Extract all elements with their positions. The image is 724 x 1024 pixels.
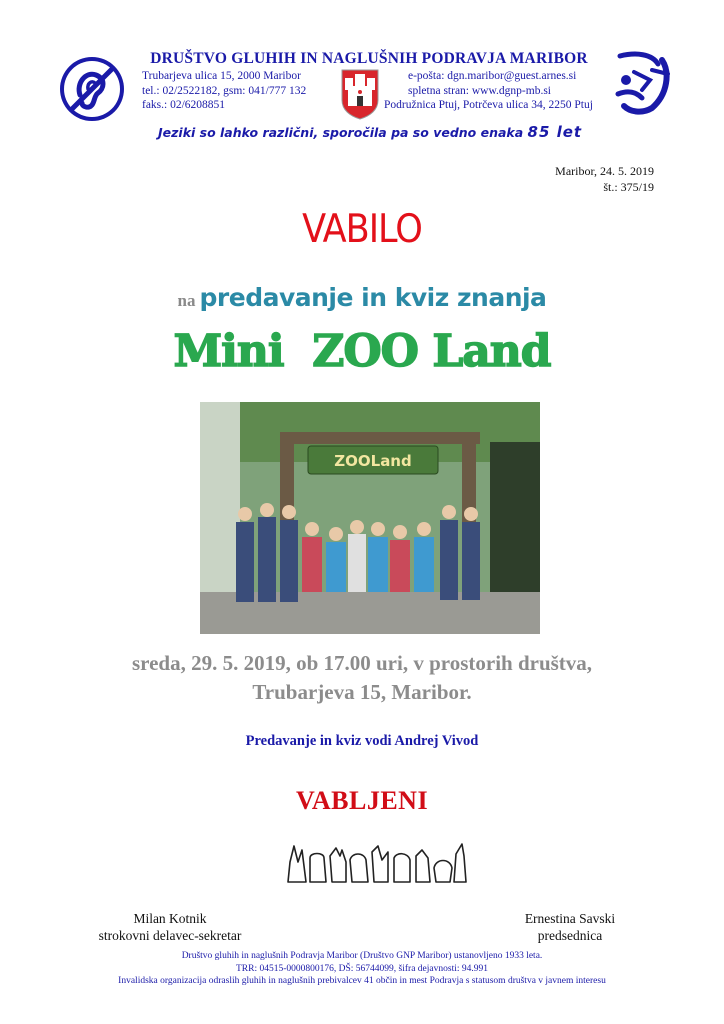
event-lead: Predavanje in kviz vodi Andrej Vivod bbox=[245, 733, 479, 749]
footer-line: Invalidska organizacija odraslih gluhih in naglušnih prebivalcev 41 občin in mest Podravja s statusom društva v javnem interesu bbox=[118, 976, 606, 986]
dgnp-logo-icon bbox=[612, 50, 672, 116]
fax-line: faks.: 02/6208851 bbox=[142, 99, 226, 111]
maribor-crest-icon bbox=[340, 68, 380, 120]
invitation-title: VABILO bbox=[302, 207, 422, 252]
event-place-line: Trubarjeva 15, Maribor. bbox=[252, 680, 472, 704]
subtitle-text: predavanje in kviz znanja bbox=[199, 283, 547, 312]
contact-block-left bbox=[142, 69, 306, 113]
website-line: spletna stran: www.dgnp-mb.si bbox=[408, 84, 551, 97]
contact-block-right bbox=[408, 69, 576, 98]
hearing-loop-logo-icon bbox=[58, 55, 126, 123]
footer-line: TRR: 04515-0000800176, DŠ: 56744099, šifra dejavnosti: 94.991 bbox=[235, 963, 488, 974]
signer-name: Ernestina Savski bbox=[524, 911, 616, 926]
invitation-subtitle bbox=[0, 283, 724, 312]
document-date: Maribor, 24. 5. 2019 bbox=[555, 164, 654, 178]
signer-role: predsednica bbox=[537, 928, 603, 943]
motto bbox=[158, 123, 618, 141]
phone-line: tel.: 02/2522182, gsm: 041/777 132 bbox=[142, 84, 307, 97]
signer-role: strokovni delavec-sekretar bbox=[98, 928, 242, 943]
event-time-line: sreda, 29. 5. 2019, ob 17.00 uri, v prostorih društva, bbox=[131, 651, 593, 675]
sign-language-hands-icon bbox=[284, 838, 468, 888]
signature-left bbox=[60, 910, 280, 944]
signer-name: Milan Kotnik bbox=[133, 911, 207, 926]
address-line: Trubarjeva ulica 15, 2000 Maribor bbox=[142, 70, 301, 82]
document-number: št.: 375/19 bbox=[603, 180, 654, 194]
photo-sign-text: ZOOLand bbox=[334, 452, 412, 470]
motto-text: Jeziki so lahko različni, sporočila pa so vedno enaka bbox=[158, 125, 528, 140]
email-line: e-pošta: dgn.maribor@guest.arnes.si bbox=[408, 70, 577, 82]
footer bbox=[0, 950, 724, 988]
branch-line: Podružnica Ptuj, Potrčeva ulica 34, 2250 Ptuj bbox=[384, 99, 593, 111]
event-details bbox=[0, 649, 724, 707]
document-meta bbox=[555, 163, 654, 195]
event-name: Mini ZOO Land bbox=[173, 326, 551, 377]
subtitle-prefix: na bbox=[177, 291, 196, 310]
group-photo bbox=[200, 402, 540, 634]
motto-years: 85 let bbox=[527, 123, 583, 141]
footer-line: Društvo gluhih in naglušnih Podravja Maribor (Društvo GNP Maribor) ustanovljeno 1933 leta. bbox=[181, 951, 543, 961]
signature-right bbox=[470, 910, 670, 944]
closing-heading: VABLJENI bbox=[295, 786, 429, 815]
organization-name: DRUŠTVO GLUHIH IN NAGLUŠNIH PODRAVJA MARIBOR bbox=[150, 50, 588, 67]
